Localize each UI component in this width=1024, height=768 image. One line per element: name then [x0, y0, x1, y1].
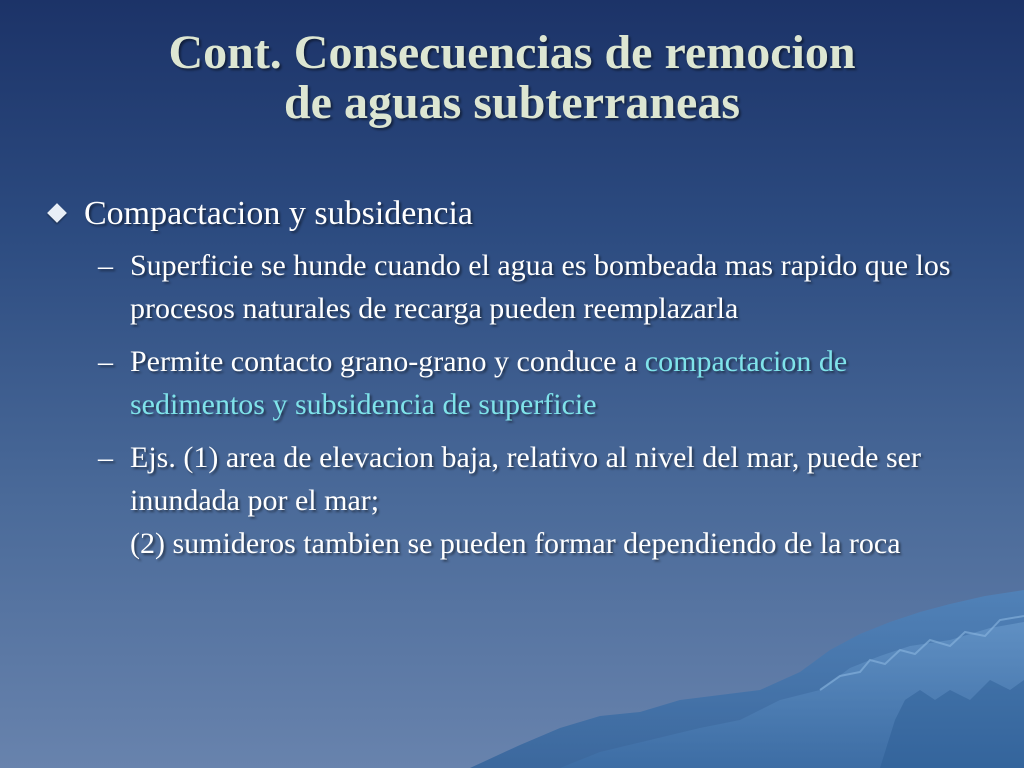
subitem-contacto: [48, 340, 978, 426]
slide-body: [48, 192, 978, 575]
bullet-item-compactacion: [48, 192, 978, 236]
subitem-text: Permite contacto grano-grano y conduce a: [130, 345, 638, 378]
dash-marker: –: [98, 345, 113, 378]
highlighted-text: compactacion de sedimentos y subsidencia de superficie: [130, 345, 848, 421]
bullet-text: Compactacion y subsidencia: [84, 195, 474, 232]
subitem-text: Superficie se hunde cuando el agua es bombeada mas rapido que los procesos naturales de recarga pueden reemplazarla: [130, 249, 951, 325]
dash-marker: –: [98, 441, 113, 474]
slide-title: [60, 28, 964, 128]
subitem-text-line-2: (2) sumideros tambien se pueden formar dependiendo de la roca: [130, 527, 901, 560]
title-line-2: de aguas subterraneas: [283, 76, 741, 129]
title-line-1: Cont. Consecuencias de remocion: [168, 26, 856, 79]
diamond-bullet-icon: [47, 203, 67, 223]
dash-marker: –: [98, 249, 113, 282]
subitem-ejemplos: [48, 436, 978, 565]
subitem-superficie: [48, 244, 978, 330]
subitem-text-line-1: Ejs. (1) area de elevacion baja, relativo al nivel del mar, puede ser inundada por el mar;: [130, 441, 921, 517]
